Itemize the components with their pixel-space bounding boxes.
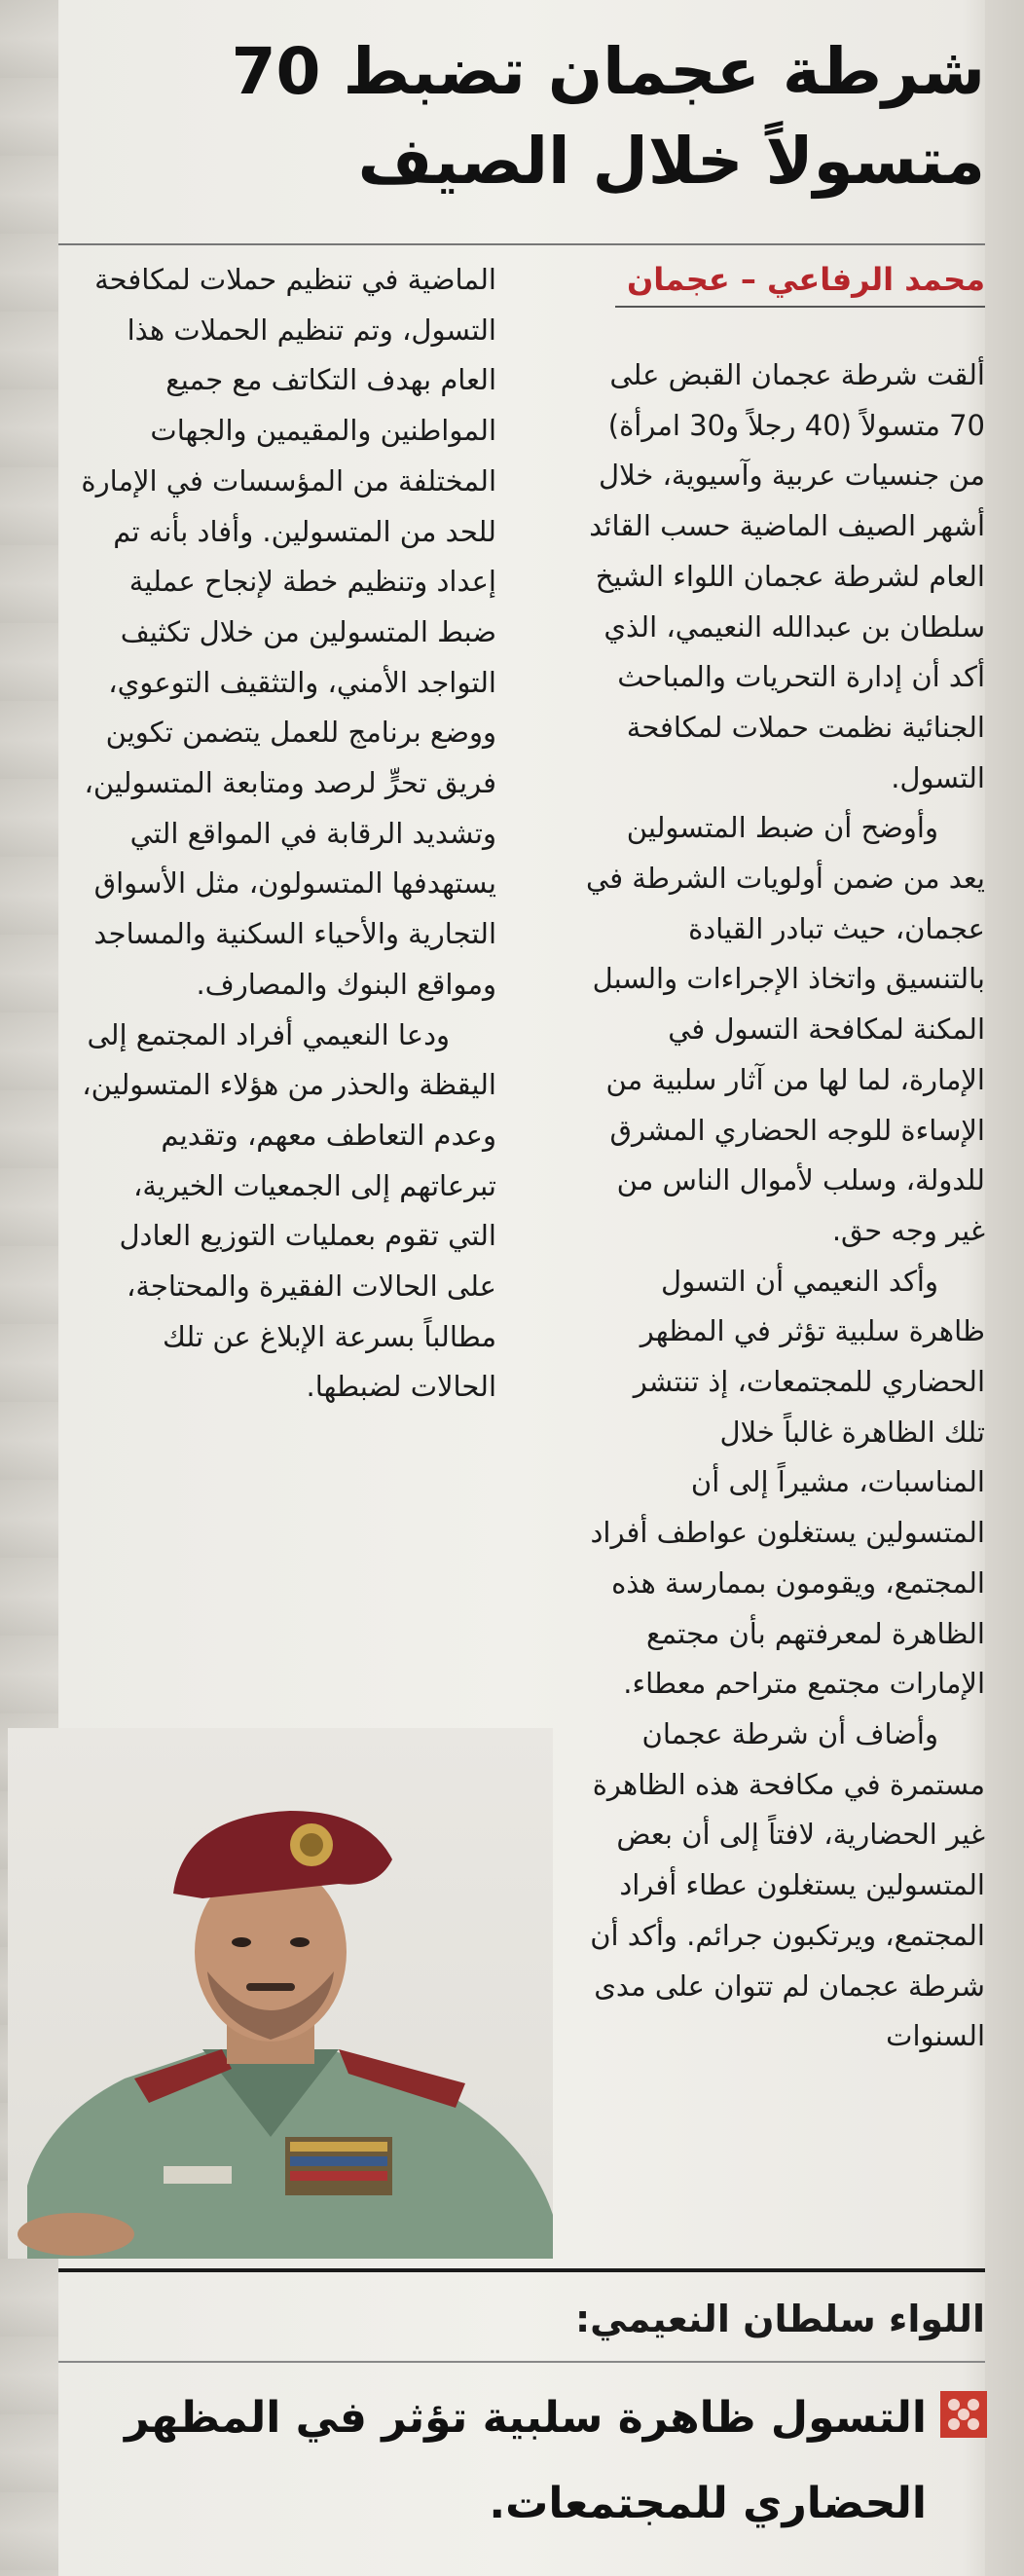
paragraph-4: وأضاف أن شرطة عجمان مستمرة في مكافحة هذه الظاهرة غير الحضارية، لافتاً إلى أن بعض المتسولين يستغلون عطاء أفراد المجتمع، ويرتكبون جرائم. وأكد أن شرطة عجمان لم تتوان على مدى السنوات — [590, 1716, 985, 2053]
article-byline: محمد الرفاعي – عجمان — [626, 261, 985, 298]
adjacent-page-edge-right — [985, 0, 1024, 2576]
officer-portrait-icon — [8, 1728, 553, 2259]
article-column-left — [78, 255, 496, 1413]
quote-thin-rule — [58, 2361, 985, 2363]
pull-quote: التسول ظاهرة سلبية تؤثر في المظهر الحضاري للمجتمعات. — [124, 2393, 927, 2528]
paragraph-6: ودعا النعيمي أفراد المجتمع إلى اليقظة والحذر من هؤلاء المتسولين، وعدم التعاطف معهم، وتقديم تبرعاتهم إلى الجمعيات الخيرية، التي تقوم بعمليات التوزيع العادل على الحالات الفقيرة والمحتاجة، مطالباً بسرعة الإبلاغ عن تلك الحالات لضبطها. — [82, 1017, 496, 1404]
paragraph-5: الماضية في تنظيم حملات لمكافحة التسول، وتم تنظيم الحملات هذا العام بهدف التكاتف مع جميع المواطنين والمقيمين والجهات المختلفة من المؤسسات في الإمارة للحد من المتسولين. وأفاد بأنه تم إعداد وتنظيم خطة لإنجاح عملية ضبط المتسولين من خلال تكثيف التواجد الأمني، والتثقيف التوعوي، ووضع برنامج للعمل يتضمن تكوين فريق تحرٍّ لرصد ومتابعة المتسولين، وتشديد الرقابة في المواقع التي يستهدفها المتسولون، مثل الأسواق التجارية والأحياء السكنية والمساجد ومواقع البنوك والمصارف. — [81, 263, 496, 1001]
quote-speaker: اللواء سلطان النعيمي: — [574, 2298, 985, 2340]
article-column-right — [586, 350, 985, 2062]
byline-underline — [615, 306, 985, 308]
paragraph-3: وأكد النعيمي أن التسول ظاهرة سلبية تؤثر في المظهر الحضاري للمجتمعات، إذ تنتشر تلك الظاهرة غالباً خلال المناسبات، مشيراً إلى أن المتسولين يستغلون عواطف أفراد المجتمع، ويقومون بممارسة هذه الظاهرة لمعرفتهم بأن مجتمع الإمارات مجتمع متراحم معطاء. — [590, 1264, 985, 1701]
quote-divider — [58, 2268, 985, 2272]
newspaper-logo-icon — [940, 2391, 987, 2438]
paragraph-1: ألقت شرطة عجمان القبض على 70 متسولاً (40 رجلاً و30 امرأة) من جنسيات عربية وآسيوية، خلال أشهر الصيف الماضية حسب القائد العام لشرطة عجمان اللواء الشيخ سلطان بن عبدالله النعيمي، الذي أكد أن إدارة التحريات والمباحث الجنائية نظمت حملات لمكافحة التسول. — [589, 358, 985, 794]
byline-rule — [58, 243, 985, 245]
article-headline: شرطة عجمان تضبط 70 متسولاً خلال الصيف — [231, 34, 985, 199]
paragraph-2: وأوضح أن ضبط المتسولين يعد من ضمن أولويات الشرطة في عجمان، حيث تبادر القيادة بالتنسيق واتخاذ الإجراءات والسبل المكنة لمكافحة التسول في الإمارة، لما لها من آثار سلبية من الإساءة للوجه الحضاري المشرق للدولة، وسلب لأموال الناس من غير وجه حق. — [586, 811, 985, 1247]
officer-portrait-photo — [8, 1728, 553, 2259]
